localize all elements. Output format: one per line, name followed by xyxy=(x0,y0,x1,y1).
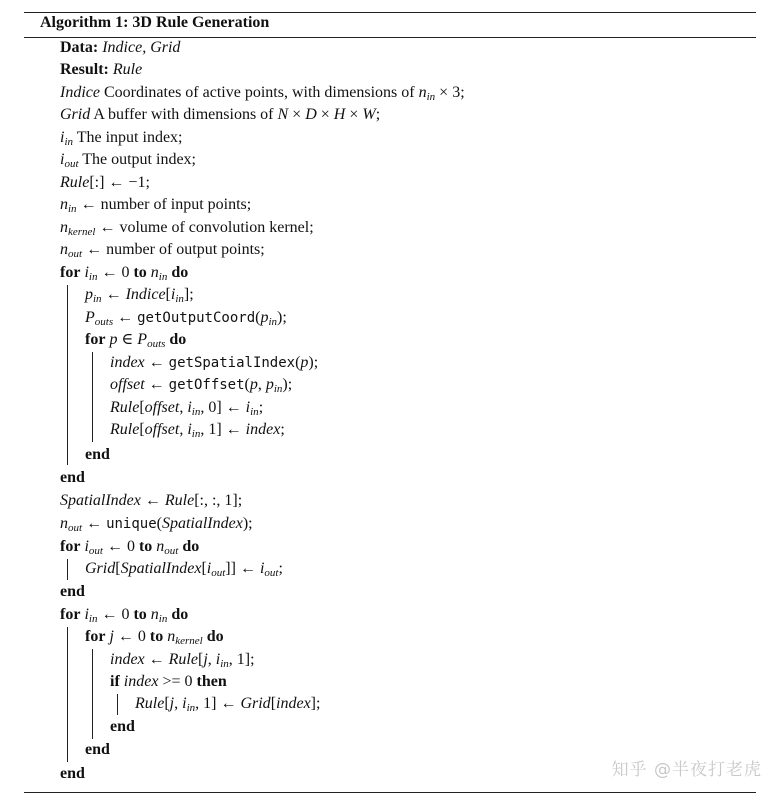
for-loop-1: for $i_{in}$ ← 0 to $n_{in}$ do xyxy=(60,264,189,283)
offset-line: offset ← getOffset(p, $p_{in}$); xyxy=(110,376,293,395)
rule-assign-2: Rule[offset, $i_{in}$, 1] ← index; xyxy=(110,421,285,440)
rule-assign-1: Rule[offset, $i_{in}$, 0] ← $i_{in}$; xyxy=(110,399,264,418)
loop-3-bar xyxy=(67,559,68,580)
index-rule-line: index ← Rule[j, $i_{in}$, 1]; xyxy=(110,651,255,670)
nin-line: $n_{in}$ ← number of input points; xyxy=(60,196,252,215)
pin-line: $p_{in}$ ← $Indice[i_{in}]$; xyxy=(85,286,194,305)
indice-line: Indice Coordinates of active points, with dimensions of $n_{in} \times 3$; xyxy=(60,84,465,103)
data-line: Data: Indice, Grid xyxy=(60,39,181,56)
grid-line: Grid A buffer with dimensions of N × D × H × W; xyxy=(60,106,381,123)
end-loop-1: end xyxy=(60,469,85,486)
bottom-rule xyxy=(24,792,756,793)
for-loop-4: for $i_{in}$ ← 0 to $n_{in}$ do xyxy=(60,606,189,625)
for-loop-2: for p ∈ $P_{outs}$ do xyxy=(85,331,187,350)
end-loop-4: end xyxy=(60,765,85,782)
result-line: Result: Rule xyxy=(60,61,143,78)
nkernel-line: $n_{kernel}$ ← volume of convolution kernel; xyxy=(60,219,314,238)
index-line: index ← getSpatialIndex(p); xyxy=(110,354,319,371)
if-line: if index >= 0 then xyxy=(110,673,227,690)
end-loop-3: end xyxy=(60,583,85,600)
loop-4-bar xyxy=(67,627,68,762)
top-rule xyxy=(24,12,756,13)
if-bar xyxy=(117,694,118,715)
rule-init-line: Rule[:] ← −1; xyxy=(60,174,150,191)
spatial-index-line: SpatialIndex ← Rule[:, :, 1]; xyxy=(60,492,243,509)
end-if: end xyxy=(110,718,135,735)
algorithm-title: Algorithm 1: 3D Rule Generation xyxy=(40,14,270,31)
rule-grid-assign: Rule[j, $i_{in}$, 1] ← Grid[index]; xyxy=(135,695,321,714)
loop-1-bar xyxy=(67,285,68,465)
loop-5-bar xyxy=(92,649,93,739)
iout-line: $i_{out}$ The output index; xyxy=(60,151,196,170)
iin-line: $i_{in}$ The input index; xyxy=(60,129,183,148)
loop-2-bar xyxy=(92,352,93,442)
unique-line: $n_{out}$ ← unique(SpatialIndex); xyxy=(60,515,253,534)
nout-line: $n_{out}$ ← number of output points; xyxy=(60,241,265,260)
end-loop-5: end xyxy=(85,741,110,758)
for-loop-5: for j ← 0 to $n_{kernel}$ do xyxy=(85,628,224,647)
watermark: 知乎 @半夜打老虎 xyxy=(611,760,762,780)
pouts-line: $P_{outs}$ ← $getOutputCoord(p_{in})$; xyxy=(85,309,287,328)
end-loop-2: end xyxy=(85,446,110,463)
grid-assign-line: $Grid[SpatialIndex[i_{out}]]$ ← $i_{out}$; xyxy=(85,560,283,579)
for-loop-3: for $i_{out}$ ← 0 to $n_{out}$ do xyxy=(60,538,200,557)
